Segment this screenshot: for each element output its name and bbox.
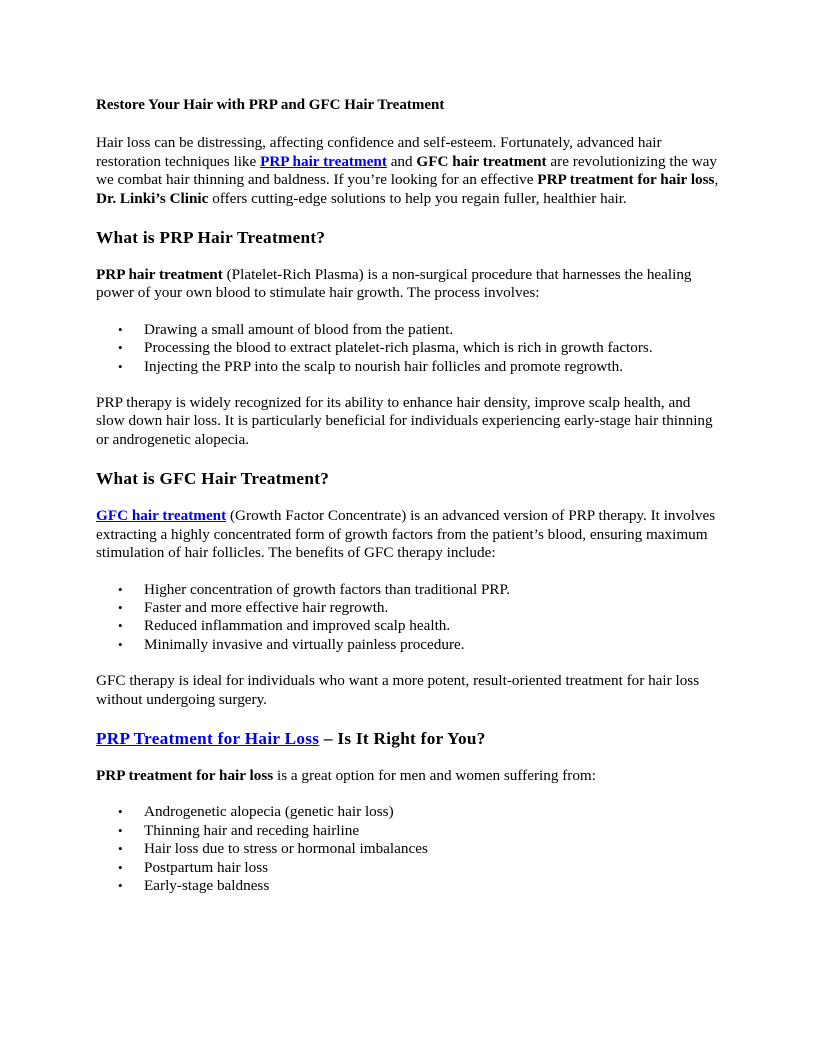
bullet-icon: •: [118, 618, 123, 634]
intro-bold-prp-treatment: PRP treatment for hair loss: [537, 171, 715, 189]
list-item: [96, 877, 720, 895]
gfc-benefits-list: [96, 581, 720, 655]
intro-text-3: are revolutionizing the way we combat hair thinning and baldness. If you’re looking for an effective: [96, 152, 718, 189]
intro-text-2: and: [386, 152, 417, 170]
intro-text-4: ,: [714, 171, 719, 189]
right-paragraph-1: [96, 767, 720, 785]
bullet-icon: •: [118, 877, 123, 893]
gfc-hair-treatment-link[interactable]: GFC hair treatment: [96, 507, 227, 525]
intro-bold-clinic: Dr. Linki’s Clinic: [96, 189, 209, 207]
list-item-text: Minimally invasive and virtually painless procedure.: [144, 635, 465, 653]
bullet-icon: •: [118, 581, 123, 597]
list-item-text: Drawing a small amount of blood from the patient.: [144, 320, 454, 338]
prp-paragraph-1: [96, 266, 720, 303]
list-item: [96, 822, 720, 840]
intro-bold-gfc: GFC hair treatment: [416, 152, 547, 170]
list-item-text: Processing the blood to extract platelet-rich plasma, which is rich in growth factors.: [144, 339, 653, 357]
bullet-icon: •: [118, 822, 123, 838]
bullet-icon: •: [118, 599, 123, 615]
bullet-icon: •: [118, 340, 123, 356]
list-item-text: Faster and more effective hair regrowth.: [144, 598, 389, 616]
bullet-icon: •: [118, 859, 123, 875]
list-item: [96, 599, 720, 617]
list-item: [96, 859, 720, 877]
right-paragraph-bold: PRP treatment for hair loss: [96, 766, 274, 784]
prp-paragraph-bold: PRP hair treatment: [96, 266, 223, 284]
list-item: [96, 617, 720, 635]
prp-steps-list: [96, 321, 720, 376]
list-item-text: Thinning hair and receding hairline: [144, 821, 360, 839]
list-item-text: Higher concentration of growth factors than traditional PRP.: [144, 580, 511, 598]
document-title: Restore Your Hair with PRP and GFC Hair Treatment: [96, 97, 445, 113]
list-item-text: Hair loss due to stress or hormonal imbalances: [144, 840, 428, 858]
list-item: [96, 636, 720, 654]
intro-paragraph: [96, 134, 720, 208]
list-item: [96, 321, 720, 339]
gfc-paragraph-text: (Growth Factor Concentrate) is an advanced version of PRP therapy. It involves extracting a highly concentrated form of growth factors from the patient’s blood, ensuring maximum stimulation of hair follicles. The benefits of GFC therapy include:: [96, 507, 716, 562]
right-heading-text: – Is It Right for You?: [319, 728, 486, 748]
gfc-paragraph-1: [96, 507, 720, 562]
list-item-text: Postpartum hair loss: [144, 858, 269, 876]
list-item-text: Early-stage baldness: [144, 876, 270, 894]
list-item-text: Injecting the PRP into the scalp to nourish hair follicles and promote regrowth.: [144, 357, 624, 375]
prp-hair-treatment-link[interactable]: PRP hair treatment: [260, 152, 387, 170]
list-item: [96, 840, 720, 858]
bullet-icon: •: [118, 841, 123, 857]
prp-treatment-for-hair-loss-link[interactable]: PRP Treatment for Hair Loss: [96, 728, 320, 748]
prp-paragraph-text: (Platelet-Rich Plasma) is a non-surgical procedure that harnesses the healing power of your own blood to stimulate hair growth. The process involves:: [96, 266, 692, 302]
bullet-icon: •: [118, 804, 123, 820]
prp-paragraph-2: PRP therapy is widely recognized for its ability to enhance hair density, improve scalp health, and slow down hair loss. It is particularly beneficial for individuals experiencing early-stage hair thinning or androgenetic alopecia.: [96, 394, 713, 448]
list-item: [96, 803, 720, 821]
prp-heading: What is PRP Hair Treatment?: [96, 228, 326, 248]
list-item: [96, 581, 720, 599]
list-item: [96, 339, 720, 357]
conditions-list: [96, 803, 720, 895]
right-paragraph-text: is a great option for men and women suffering from:: [273, 766, 596, 784]
list-item: [96, 358, 720, 376]
gfc-paragraph-2: GFC therapy is ideal for individuals who want a more potent, result-oriented treatment for hair loss without undergoing surgery.: [96, 672, 700, 708]
bullet-icon: •: [118, 358, 123, 374]
intro-text-1: Hair loss can be distressing, affecting confidence and self-esteem. Fortunately, advanced hair restoration techniques like: [96, 134, 662, 170]
right-for-you-heading: [96, 729, 720, 749]
list-item-text: Androgenetic alopecia (genetic hair loss): [144, 803, 394, 821]
list-item-text: Reduced inflammation and improved scalp health.: [144, 617, 451, 635]
gfc-heading: What is GFC Hair Treatment?: [96, 469, 330, 489]
bullet-icon: •: [118, 636, 123, 652]
bullet-icon: •: [118, 321, 123, 337]
intro-text-5: offers cutting-edge solutions to help you regain fuller, healthier hair.: [208, 189, 627, 207]
document-page: [96, 96, 720, 895]
